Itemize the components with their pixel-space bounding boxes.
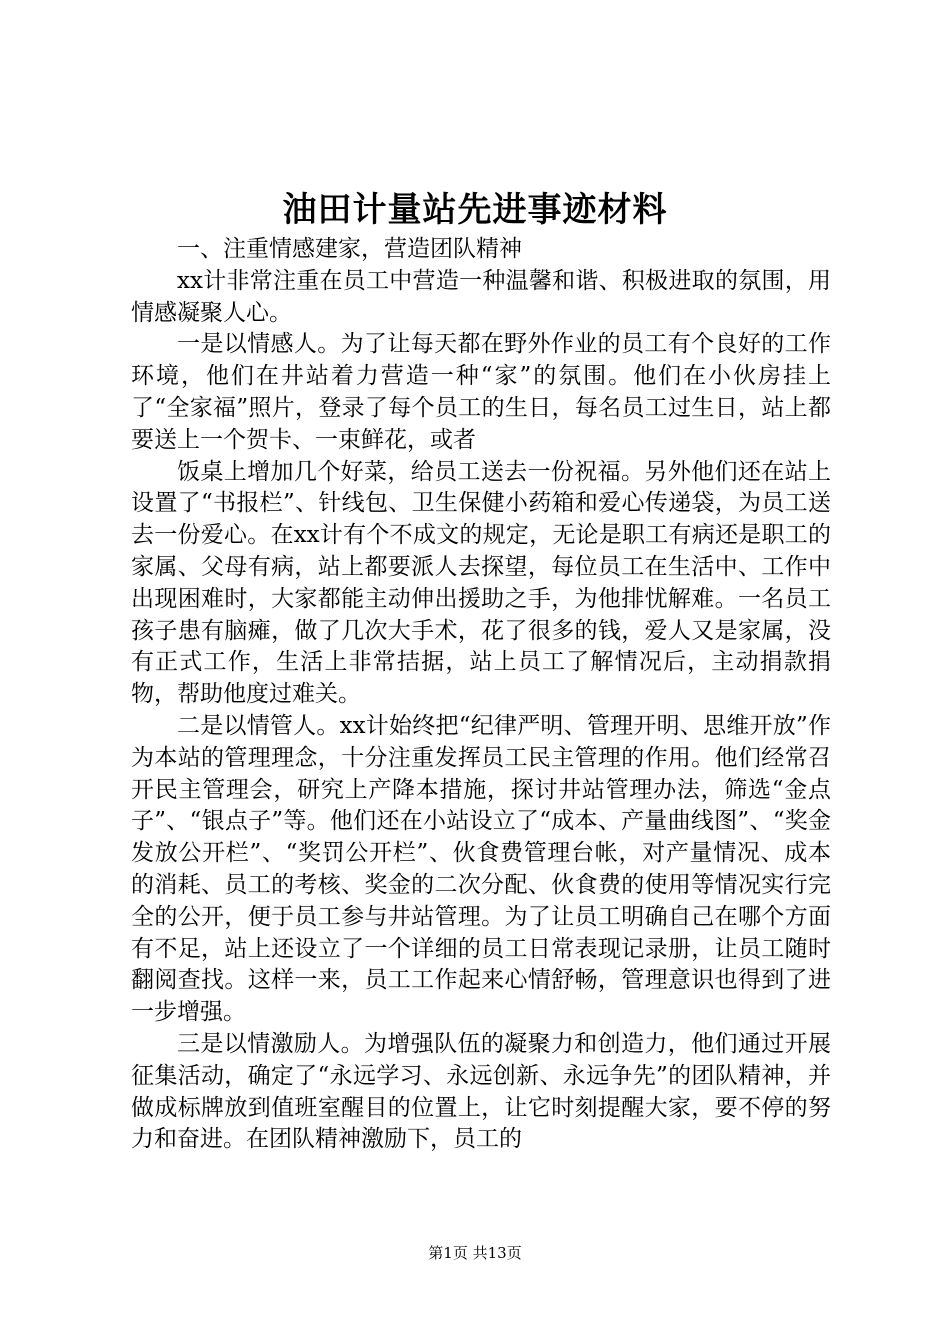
page-footer: 第1页 共13页 [428,1244,522,1262]
document-body [131,234,831,1156]
document-title: 油田计量站先进事迹材料 [282,190,668,230]
paragraph: 三是以情激励人。为增强队伍的凝聚力和创造力，他们通过开展征集活动，确定了“永远学习、永远创新、永远争先”的团队精神，并做成标牌放到值班室醒目的位置上，让它时刻提醒大家，要不停的努力和奋进。在团队精神激励下，员工的 [131,1030,831,1153]
section-heading: 一、注重情感建家，营造团队精神 [177,236,522,262]
paragraph: 饭桌上增加几个好菜，给员工送去一份祝福。另外他们还在站上设置了“书报栏”、针线包、卫生保健小药箱和爱心传递袋，为员工送去一份爱心。在xx计有个不成文的规定，无论是职工有病还是职工的家属、父母有病，站上都要派人去探望，每位员工在生活中、工作中出现困难时，大家都能主动伸出援助之手，为他排忧解难。一名员工孩子患有脑瘫，做了几次大手术，花了很多的钱，爱人又是家属，没有正式工作，生活上非常拮据，站上员工了解情况后，主动捐款捐物，帮助他度过难关。 [131,458,831,708]
paragraph: 一是以情感人。为了让每天都在野外作业的员工有个良好的工作环境，他们在井站着力营造一种“家”的氛围。他们在小伙房挂上了“全家福”照片，登录了每个员工的生日，每名员工过生日，站上都要送上一个贺卡、一束鲜花，或者 [131,331,831,453]
paragraph: xx计非常注重在员工中营造一种温馨和谐、积极进取的氛围，用情感凝聚人心。 [131,267,831,326]
paragraph: 二是以情管人。xx计始终把“纪律严明、管理开明、思维开放”作为本站的管理理念，十分注重发挥员工民主管理的作用。他们经常召开民主管理会，研究上产降本措施，探讨井站管理办法，筛选“金点子”、“银点子”等。他们还在小站设立了“成本、产量曲线图”、“奖金发放公开栏”、“奖罚公开栏”、伙食费管理台帐，对产量情况、成本的消耗、员工的考核、奖金的二次分配、伙食费的使用等情况实行完全的公开，便于员工参与井站管理。为了让员工明确自己在哪个方面有不足，站上还设立了一个详细的员工日常表现记录册，让员工随时翻阅查找。这样一来，员工工作起来心情舒畅，管理意识也得到了进一步增强。 [131,712,831,1026]
